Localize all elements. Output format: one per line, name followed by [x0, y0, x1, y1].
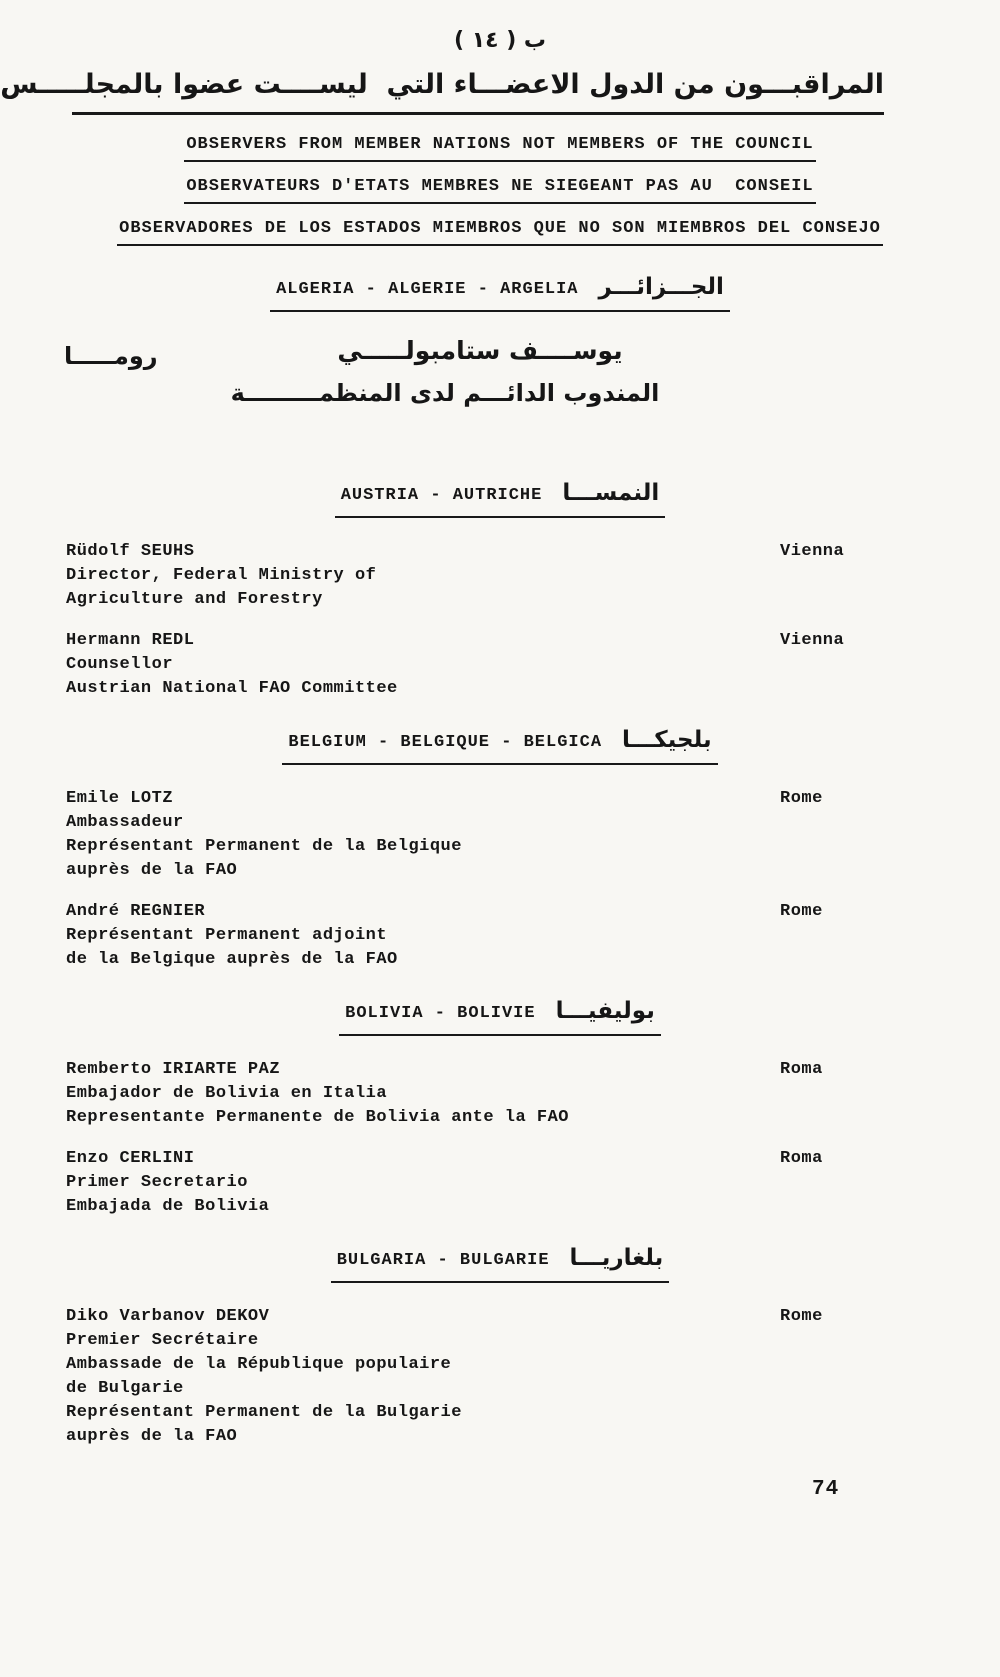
country-heading-arabic: بلغاريـــا: [569, 1245, 664, 1271]
delegate-city: Rome: [780, 1307, 823, 1326]
delegate-name: Rüdolf SEUHS: [66, 542, 195, 561]
delegate-title-line: Représentant Permanent de la Belgique: [66, 837, 462, 856]
delegate-entry: [0, 900, 1000, 972]
delegate-title-line: de Bulgarie: [66, 1379, 184, 1398]
delegate-title-line: Counsellor: [66, 655, 174, 674]
delegate-name: Enzo CERLINI: [66, 1149, 195, 1168]
arabic-main-title-underline: [0, 69, 884, 115]
delegate-title-line: Agriculture and Forestry: [66, 590, 323, 609]
delegate-entry: [0, 540, 1000, 612]
delegate-city: Roma: [780, 1060, 823, 1079]
delegate-title-line: Représentant Permanent adjoint: [66, 926, 388, 945]
delegate-title-line: Representante Permanente de Bolivia ante la FAO: [66, 1108, 569, 1127]
delegate-entry: [0, 1305, 1000, 1449]
delegate-title-line: auprès de la FAO: [66, 1427, 238, 1446]
arabic-main-title: المراقبـــون من الدول الاعضـــاء التي ليســــت عضوا بالمجلـــــس: [0, 69, 884, 100]
delegate-city: Rome: [780, 902, 823, 921]
country-heading-bolivia: [0, 1000, 1000, 1036]
delegate-entry: [0, 787, 1000, 883]
country-heading-latin: AUSTRIA - AUTRICHE: [340, 485, 543, 505]
country-heading-austria: [0, 482, 1000, 518]
delegate-title-line: Ambassadeur: [66, 813, 184, 832]
delegate-city: Vienna: [780, 631, 845, 650]
country-heading-latin: BOLIVIA - BOLIVIE: [345, 1003, 536, 1023]
country-heading-latin: BULGARIA - BULGARIE: [336, 1250, 550, 1270]
delegate-city: Rome: [780, 789, 823, 808]
delegate-title-line: Embajador de Bolivia en Italia: [66, 1084, 388, 1103]
delegate-title-line: Ambassade de la République populaire: [66, 1355, 452, 1374]
page-marker-arabic: ب ( ١٤ ): [453, 28, 547, 53]
delegate-title-line: auprès de la FAO: [66, 861, 238, 880]
delegate-city: Roma: [780, 1149, 823, 1168]
title-french: OBSERVATEURS D'ETATS MEMBRES NE SIEGEANT PAS AU CONSEIL: [184, 177, 815, 204]
delegate-name: Hermann REDL: [66, 631, 195, 650]
title-spanish: OBSERVADORES DE LOS ESTADOS MIEMBROS QUE NO SON MIEMBROS DEL CONSEJO: [117, 219, 883, 246]
country-heading-latin: BELGIUM - BELGIQUE - BELGICA: [288, 732, 603, 752]
delegate-entry: [0, 629, 1000, 701]
country-heading-arabic: بوليفيـــا: [555, 998, 655, 1024]
delegate-title-line: Premier Secrétaire: [66, 1331, 259, 1350]
delegate-title-line: Director, Federal Ministry of: [66, 566, 377, 585]
country-heading-belgium: [0, 729, 1000, 765]
country-heading-bulgaria: [0, 1247, 1000, 1283]
delegate-name-arabic: يوســــف ستامبولـــــي: [337, 336, 623, 365]
delegate-name: André REGNIER: [66, 902, 206, 921]
delegate-entry: [0, 1147, 1000, 1219]
title-english: OBSERVERS FROM MEMBER NATIONS NOT MEMBERS OF THE COUNCIL: [184, 135, 815, 162]
delegate-city-arabic: رومـــــا: [64, 342, 158, 370]
country-heading-arabic: الجـــزائـــر: [598, 274, 724, 300]
delegate-city: Vienna: [780, 542, 845, 561]
document-titles: [0, 135, 1000, 246]
country-heading-algeria: [0, 276, 1000, 312]
delegate-name: Diko Varbanov DEKOV: [66, 1307, 270, 1326]
delegate-entry: [0, 1058, 1000, 1130]
delegate-name: Emile LOTZ: [66, 789, 174, 808]
delegate-title-line: de la Belgique auprès de la FAO: [66, 950, 398, 969]
country-heading-arabic: النمســـا: [562, 480, 660, 506]
delegate-entry-arabic: [0, 336, 1000, 454]
delegate-name: Remberto IRIARTE PAZ: [66, 1060, 281, 1079]
page-number: 74: [812, 1478, 840, 1501]
delegate-title-line: Embajada de Bolivia: [66, 1197, 270, 1216]
country-heading-latin: ALGERIA - ALGERIE - ARGELIA: [276, 279, 579, 299]
delegate-title-arabic: المندوب الدائـــم لدى المنظمـــــــــة: [230, 379, 660, 407]
delegate-title-line: Représentant Permanent de la Bulgarie: [66, 1403, 462, 1422]
delegate-title-line: Primer Secretario: [66, 1173, 248, 1192]
country-heading-arabic: بلجيكـــا: [622, 727, 712, 753]
delegate-title-line: Austrian National FAO Committee: [66, 679, 398, 698]
